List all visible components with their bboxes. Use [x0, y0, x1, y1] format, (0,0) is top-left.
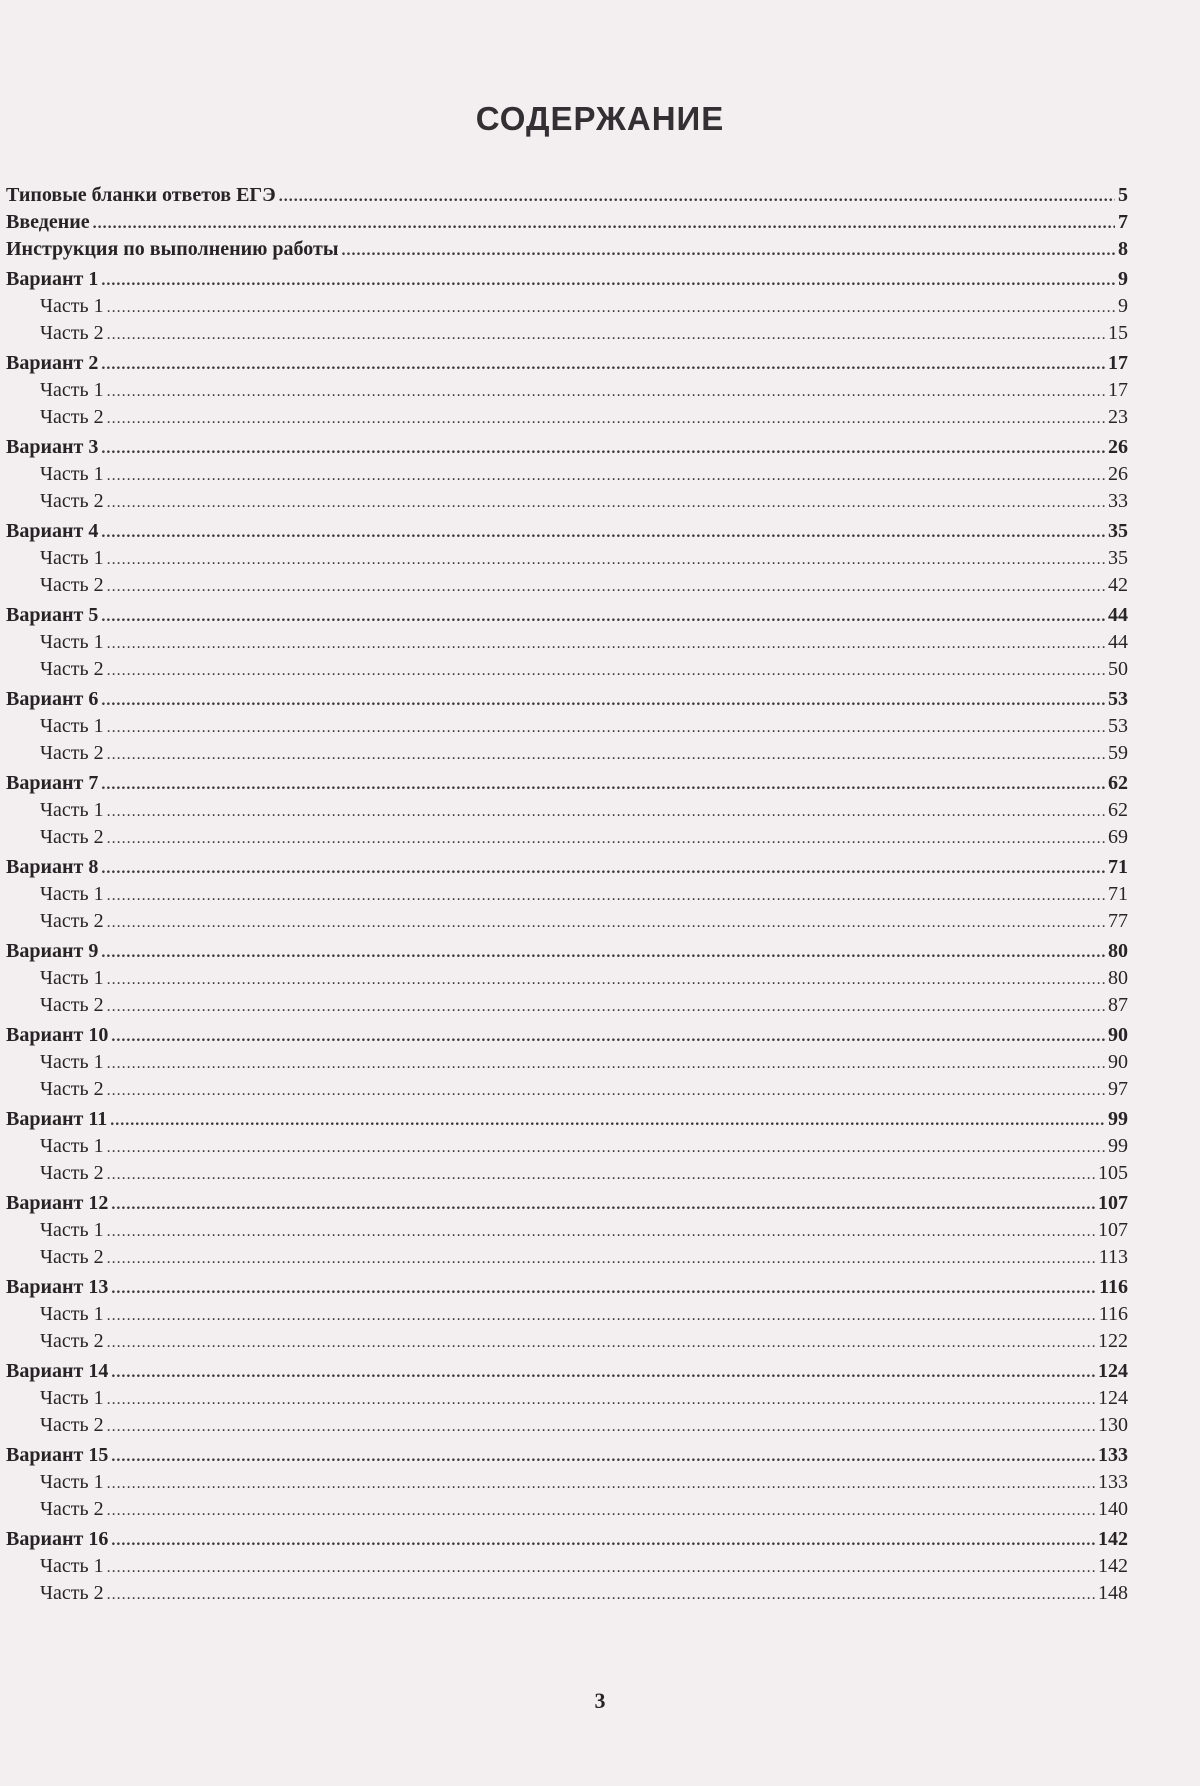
toc-entry-page: 9	[1118, 295, 1128, 317]
toc-entry-page: 148	[1098, 1582, 1128, 1604]
dot-leader	[93, 210, 1115, 237]
toc-entry-label: Часть 2	[40, 1414, 104, 1436]
toc-entry	[6, 518, 1128, 545]
toc-entry-page: 80	[1108, 967, 1128, 989]
dot-leader	[101, 519, 1105, 546]
toc-entry-page: 15	[1108, 322, 1128, 344]
toc-entry-label: Часть 2	[40, 490, 104, 512]
toc-subentry	[6, 713, 1128, 740]
toc-entry-page: 116	[1099, 1276, 1128, 1298]
toc-entry	[6, 1274, 1128, 1301]
toc-entry-label: Часть 1	[40, 799, 104, 821]
toc-entry-label: Часть 1	[40, 1303, 104, 1325]
dot-leader	[107, 993, 1105, 1020]
dot-leader	[107, 1329, 1095, 1356]
dot-leader	[107, 630, 1105, 657]
dot-leader	[101, 687, 1105, 714]
toc-subentry	[6, 1328, 1128, 1355]
dot-leader	[107, 321, 1105, 348]
dot-leader	[107, 1077, 1105, 1104]
toc-entry-page: 124	[1098, 1387, 1128, 1409]
toc-subentry	[6, 488, 1128, 515]
toc-entry-label: Часть 1	[40, 1387, 104, 1409]
dot-leader	[107, 1050, 1105, 1077]
toc-subentry	[6, 1580, 1128, 1607]
toc-entry-page: 23	[1108, 406, 1128, 428]
toc-entry-label: Часть 1	[40, 967, 104, 989]
dot-leader	[111, 1527, 1095, 1554]
dot-leader	[107, 294, 1115, 321]
dot-leader	[107, 825, 1105, 852]
dot-leader	[111, 1023, 1105, 1050]
toc-entry-label: Часть 1	[40, 1471, 104, 1493]
toc-entry-page: 90	[1108, 1051, 1128, 1073]
toc-entry-label: Часть 1	[40, 715, 104, 737]
dot-leader	[107, 966, 1105, 993]
toc-entry-page: 113	[1098, 1246, 1128, 1268]
toc-subentry	[6, 1496, 1128, 1523]
toc-entry-page: 87	[1108, 994, 1128, 1016]
toc-entry	[6, 182, 1128, 209]
toc-entry-label: Вариант 8	[6, 856, 99, 878]
toc-entry-page: 133	[1098, 1444, 1128, 1466]
toc-entry	[6, 1526, 1128, 1553]
dot-leader	[107, 1554, 1095, 1581]
toc-entry-label: Вариант 16	[6, 1528, 109, 1550]
toc-entry-page: 62	[1108, 772, 1128, 794]
toc-entry-label: Вариант 7	[6, 772, 99, 794]
toc-entry-label: Вариант 13	[6, 1276, 109, 1298]
toc-entry-label: Часть 2	[40, 826, 104, 848]
toc-entry-label: Вариант 5	[6, 604, 99, 626]
toc-entry	[6, 209, 1128, 236]
toc-subentry	[6, 629, 1128, 656]
toc-entry-label: Типовые бланки ответов ЕГЭ	[6, 184, 276, 206]
toc-entry	[6, 1442, 1128, 1469]
dot-leader	[107, 1161, 1095, 1188]
dot-leader	[107, 741, 1105, 768]
toc-subentry	[6, 1160, 1128, 1187]
toc-entry-label: Вариант 4	[6, 520, 99, 542]
dot-leader	[101, 267, 1115, 294]
dot-leader	[101, 771, 1105, 798]
toc-subentry	[6, 1133, 1128, 1160]
toc-subentry	[6, 656, 1128, 683]
toc-entry	[6, 770, 1128, 797]
toc-subentry	[6, 824, 1128, 851]
toc-entry-label: Вариант 9	[6, 940, 99, 962]
toc-entry-label: Введение	[6, 211, 90, 233]
toc-entry-label: Часть 2	[40, 574, 104, 596]
toc-entry-label: Часть 1	[40, 631, 104, 653]
dot-leader	[279, 183, 1115, 210]
dot-leader	[107, 489, 1105, 516]
toc-entry-label: Часть 1	[40, 1051, 104, 1073]
toc-entry-page: 59	[1108, 742, 1128, 764]
toc-entry-label: Часть 2	[40, 994, 104, 1016]
toc-entry-label: Часть 1	[40, 547, 104, 569]
toc-entry-page: 42	[1108, 574, 1128, 596]
toc-entry-page: 17	[1108, 379, 1128, 401]
toc-entry	[6, 434, 1128, 461]
toc-entry-page: 71	[1108, 883, 1128, 905]
toc-subentry	[6, 377, 1128, 404]
toc-subentry	[6, 1217, 1128, 1244]
toc-entry-page: 71	[1108, 856, 1128, 878]
dot-leader	[107, 1245, 1096, 1272]
toc-entry-page: 116	[1098, 1303, 1128, 1325]
toc-subentry	[6, 1412, 1128, 1439]
dot-leader	[111, 1359, 1095, 1386]
dot-leader	[107, 405, 1105, 432]
toc-entry	[6, 350, 1128, 377]
dot-leader	[101, 603, 1105, 630]
dot-leader	[107, 1218, 1095, 1245]
toc-entry-page: 142	[1098, 1555, 1128, 1577]
toc-entry-label: Часть 2	[40, 1078, 104, 1100]
dot-leader	[107, 909, 1105, 936]
toc-entry-page: 5	[1118, 184, 1128, 206]
toc-subentry	[6, 965, 1128, 992]
toc-entry-page: 33	[1108, 490, 1128, 512]
toc-entry-label: Часть 2	[40, 1330, 104, 1352]
toc-entry-page: 35	[1108, 520, 1128, 542]
toc-entry-page: 26	[1108, 463, 1128, 485]
toc-entry-page: 7	[1118, 211, 1128, 233]
dot-leader	[107, 657, 1105, 684]
toc-entry-page: 69	[1108, 826, 1128, 848]
toc-subentry	[6, 881, 1128, 908]
toc-entry-label: Вариант 6	[6, 688, 99, 710]
toc-subentry	[6, 1385, 1128, 1412]
toc-subentry	[6, 461, 1128, 488]
dot-leader	[107, 378, 1105, 405]
toc-entry-label: Вариант 10	[6, 1024, 109, 1046]
page-title: СОДЕРЖАНИЕ	[475, 100, 725, 137]
toc-entry-page: 44	[1108, 631, 1128, 653]
toc-subentry	[6, 293, 1128, 320]
toc-subentry	[6, 404, 1128, 431]
dot-leader	[107, 1302, 1096, 1329]
toc-entry-page: 97	[1108, 1078, 1128, 1100]
dot-leader	[101, 855, 1105, 882]
toc-entry-label: Часть 2	[40, 658, 104, 680]
toc-entry	[6, 1106, 1128, 1133]
toc-entry-label: Вариант 2	[6, 352, 99, 374]
toc-entry-page: 62	[1108, 799, 1128, 821]
toc-entry-page: 122	[1098, 1330, 1128, 1352]
toc-entry-label: Вариант 3	[6, 436, 99, 458]
toc-subentry	[6, 545, 1128, 572]
toc-entry-page: 35	[1108, 547, 1128, 569]
toc-entry-label: Вариант 11	[6, 1108, 108, 1130]
toc-subentry	[6, 1301, 1128, 1328]
toc-entry-label: Часть 1	[40, 1219, 104, 1241]
toc-entry-page: 124	[1098, 1360, 1128, 1382]
toc-entry	[6, 686, 1128, 713]
toc-entry-page: 140	[1098, 1498, 1128, 1520]
toc-entry	[6, 1358, 1128, 1385]
toc-entry	[6, 1022, 1128, 1049]
toc-entry-page: 107	[1098, 1219, 1128, 1241]
dot-leader	[107, 714, 1105, 741]
toc-entry-page: 44	[1108, 604, 1128, 626]
toc-entry-page: 9	[1118, 268, 1128, 290]
dot-leader	[110, 1107, 1105, 1134]
dot-leader	[101, 351, 1105, 378]
toc-subentry	[6, 740, 1128, 767]
toc-entry-page: 90	[1108, 1024, 1128, 1046]
toc-entry-page: 142	[1098, 1528, 1128, 1550]
dot-leader	[341, 237, 1115, 264]
toc-entry-page: 130	[1098, 1414, 1128, 1436]
dot-leader	[111, 1443, 1095, 1470]
toc-subentry	[6, 797, 1128, 824]
dot-leader	[107, 462, 1105, 489]
dot-leader	[101, 939, 1105, 966]
toc-entry-page: 99	[1108, 1135, 1128, 1157]
toc-entry-label: Вариант 1	[6, 268, 99, 290]
dot-leader	[107, 1413, 1095, 1440]
toc-subentry	[6, 1553, 1128, 1580]
page-number: 3	[594, 1688, 606, 1713]
toc-entry	[6, 938, 1128, 965]
toc-entry-label: Вариант 14	[6, 1360, 109, 1382]
dot-leader	[111, 1191, 1095, 1218]
toc-subentry	[6, 1049, 1128, 1076]
dot-leader	[107, 798, 1105, 825]
dot-leader	[107, 1386, 1095, 1413]
toc-entry-label: Часть 1	[40, 883, 104, 905]
toc-entry-page: 105	[1098, 1162, 1128, 1184]
toc-entry-label: Часть 2	[40, 910, 104, 932]
toc-entry-page: 133	[1098, 1471, 1128, 1493]
toc-entry-page: 17	[1108, 352, 1128, 374]
toc-subentry	[6, 992, 1128, 1019]
table-of-contents	[6, 182, 1128, 1607]
toc-entry-page: 53	[1108, 715, 1128, 737]
toc-subentry	[6, 320, 1128, 347]
toc-entry	[6, 854, 1128, 881]
toc-entry-label: Часть 2	[40, 1498, 104, 1520]
toc-entry-label: Часть 1	[40, 1135, 104, 1157]
toc-entry	[6, 236, 1128, 263]
toc-entry	[6, 602, 1128, 629]
toc-entry	[6, 266, 1128, 293]
toc-entry-label: Часть 1	[40, 463, 104, 485]
toc-entry-page: 77	[1108, 910, 1128, 932]
toc-entry-label: Вариант 15	[6, 1444, 109, 1466]
toc-entry-page: 53	[1108, 688, 1128, 710]
dot-leader	[107, 546, 1105, 573]
dot-leader	[111, 1275, 1096, 1302]
toc-entry-label: Часть 1	[40, 1555, 104, 1577]
toc-entry-page: 99	[1108, 1108, 1128, 1130]
toc-entry-page: 50	[1108, 658, 1128, 680]
toc-subentry	[6, 908, 1128, 935]
toc-entry-label: Часть 2	[40, 322, 104, 344]
toc-entry-label: Вариант 12	[6, 1192, 109, 1214]
dot-leader	[107, 1134, 1105, 1161]
toc-entry-label: Часть 1	[40, 295, 104, 317]
toc-subentry	[6, 1469, 1128, 1496]
toc-entry-label: Часть 1	[40, 379, 104, 401]
toc-entry-label: Часть 2	[40, 1246, 104, 1268]
dot-leader	[107, 1581, 1095, 1608]
toc-subentry	[6, 572, 1128, 599]
toc-entry-label: Часть 2	[40, 742, 104, 764]
toc-entry-label: Инструкция по выполнению работы	[6, 238, 339, 260]
toc-entry-label: Часть 2	[40, 1582, 104, 1604]
dot-leader	[107, 573, 1105, 600]
toc-entry-page: 8	[1118, 238, 1128, 260]
dot-leader	[107, 1497, 1095, 1524]
dot-leader	[107, 882, 1105, 909]
toc-entry-page: 107	[1098, 1192, 1128, 1214]
toc-entry-label: Часть 2	[40, 406, 104, 428]
toc-entry-label: Часть 2	[40, 1162, 104, 1184]
dot-leader	[101, 435, 1105, 462]
toc-subentry	[6, 1244, 1128, 1271]
toc-entry-page: 26	[1108, 436, 1128, 458]
dot-leader	[107, 1470, 1095, 1497]
toc-subentry	[6, 1076, 1128, 1103]
toc-entry	[6, 1190, 1128, 1217]
toc-entry-page: 80	[1108, 940, 1128, 962]
